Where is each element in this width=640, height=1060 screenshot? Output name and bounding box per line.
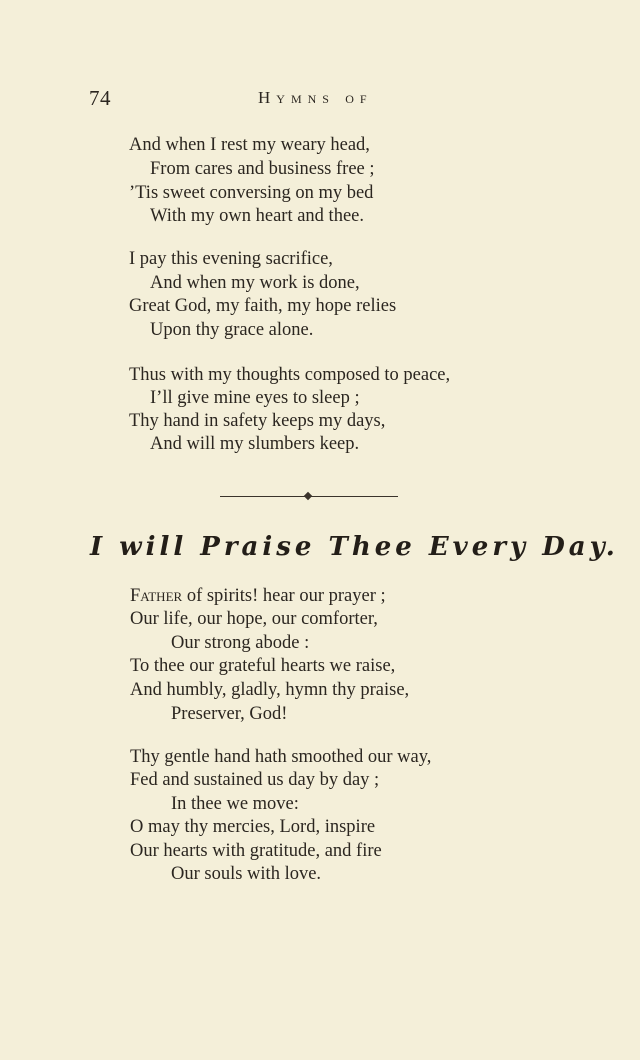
poem-line: Thy gentle hand hath smoothed our way, (130, 747, 432, 767)
poem-line: To thee our grateful hearts we raise, (130, 656, 396, 676)
poem-line (130, 587, 386, 606)
poem-line: With my own heart and thee. (150, 206, 364, 226)
poem-line: And when I rest my weary head, (129, 135, 370, 155)
poem-line: Our strong abode : (171, 633, 310, 653)
poem-line: O may thy mercies, Lord, inspire (130, 817, 376, 837)
poem-line: Thus with my thoughts composed to peace, (129, 365, 451, 385)
poem-line: I pay this evening sacrifice, (129, 249, 333, 269)
poem-line: Thy hand in safety keeps my days, (129, 411, 386, 431)
poem-line: Preserver, God! (171, 704, 288, 724)
poem-line: Great God, my faith, my hope relies (129, 296, 397, 316)
poem-line: ’Tis sweet conversing on my bed (129, 183, 374, 203)
poem-line: And humbly, gladly, hymn thy praise, (130, 680, 410, 700)
page-number: 74 (89, 86, 111, 110)
poem-line: Upon thy grace alone. (150, 320, 314, 340)
poem-line: Fed and sustained us day by day ; (130, 770, 380, 790)
divider-ornament (304, 492, 312, 500)
poem-line: Our hearts with gratitude, and fire (130, 841, 382, 861)
poem-line: In thee we move: (171, 794, 299, 814)
running-head: Hymns of (258, 88, 373, 107)
poem-line: From cares and business free ; (150, 159, 375, 179)
hymn-title: I will Praise Thee Every Day. (90, 532, 619, 562)
poem-line: Our life, our hope, our comforter, (130, 609, 378, 629)
poem-line: I’ll give mine eyes to sleep ; (150, 388, 360, 408)
poem-line: Our souls with love. (171, 864, 322, 884)
first-line-rest: of spirits! hear our prayer ; (182, 586, 386, 606)
first-word: Father (130, 586, 183, 606)
poem-line: And when my work is done, (150, 273, 360, 293)
poem-line: And will my slumbers keep. (150, 434, 360, 454)
